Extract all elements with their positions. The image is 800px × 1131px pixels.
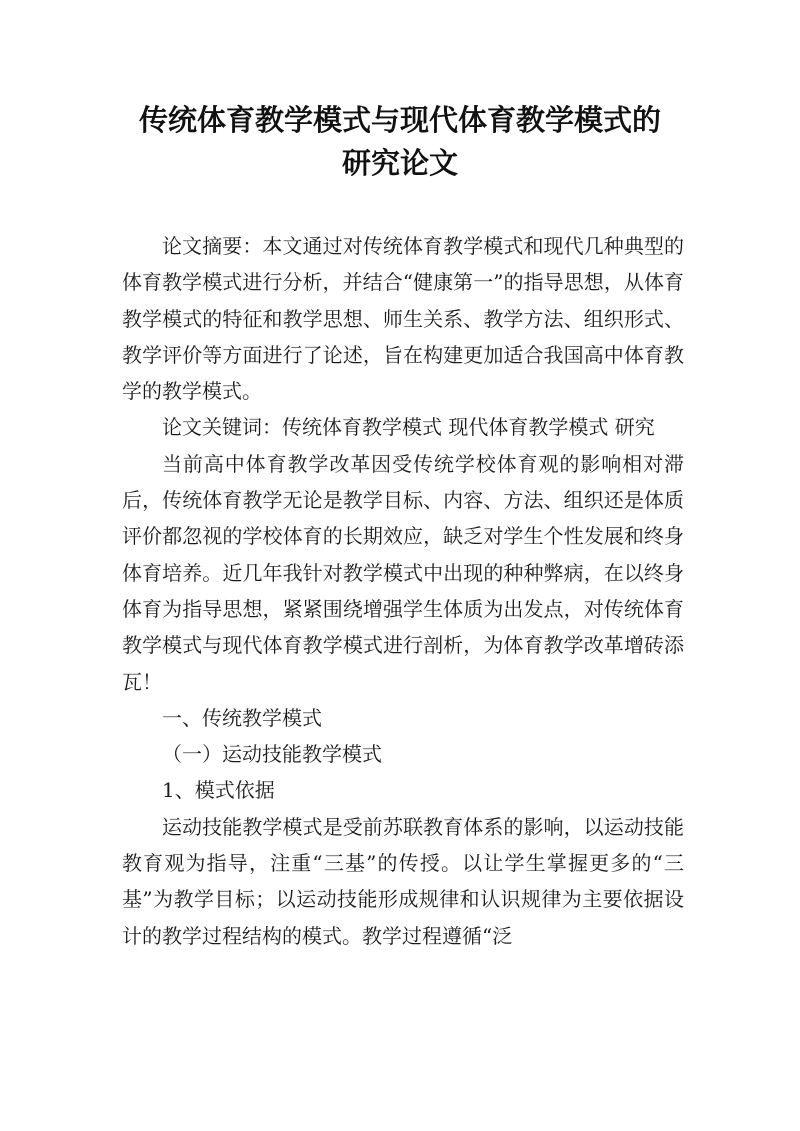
intro-paragraph: 当前高中体育教学改革因受传统学校体育观的影响相对滞后，传统体育教学无论是教学目标、内容、方法、组织还是体质评价都忽视的学校体育的长期效应，缺乏对学生个性发展和终身体育培养。近几年我针对教学模式中出现的种种弊病，在以终身体育为指导思想，紧紧围绕增强学生体质为出发点，对传统体育教学模式与现代体育教学模式进行剖析，为体育教学改革增砖添瓦！ <box>122 451 684 694</box>
section-heading: 一、传统教学模式 <box>162 705 322 730</box>
abstract-paragraph: 论文摘要：本文通过对传统体育教学模式和现代几种典型的体育教学模式进行分析，并结合“健康第一”的指导思想，从体育教学模式的特征和教学思想、师生关系、教学方法、组织形式、教学评价等方面进行了论述，旨在构建更加适合我国高中体育教学的教学模式。 <box>122 234 684 404</box>
body-paragraph: 运动技能教学模式是受前苏联教育体系的影响，以运动技能教育观为指导，注重“三基”的传授。以让学生掌握更多的“三基”为教学目标；以运动技能形成规律和认识规律为主要依据设计的教学过程结构的模式。教学过程遵循“泛 <box>122 814 684 948</box>
document-title-line-2: 研究论文 <box>341 146 458 180</box>
document-title-line-1: 传统体育教学模式与现代体育教学模式的 <box>138 103 661 137</box>
subsection-heading: （一）运动技能教学模式 <box>162 742 382 767</box>
document-body <box>122 228 684 954</box>
keywords-paragraph: 论文关键词：传统体育教学模式 现代体育教学模式 研究 <box>162 415 655 440</box>
subsubsection-heading: 1、模式依据 <box>162 778 275 803</box>
